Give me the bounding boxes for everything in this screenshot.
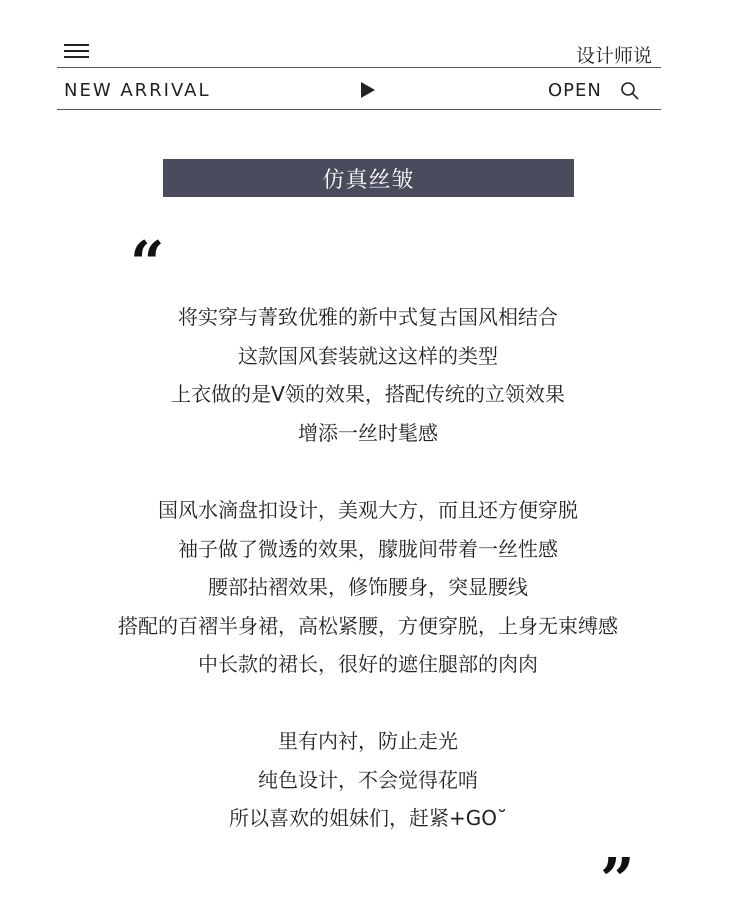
quote-line: 上衣做的是V领的效果，搭配传统的立领效果 [171, 382, 565, 406]
search-icon[interactable] [620, 81, 640, 101]
quote-paragraph-2 [0, 491, 736, 684]
quote-line: 增添一丝时髦感 [298, 420, 438, 445]
quote-line: 腰部拈褶效果，修饰腰身，突显腰线 [208, 575, 528, 599]
new-arrival-link[interactable]: NEW ARRIVAL [64, 80, 211, 101]
play-icon[interactable] [361, 82, 375, 98]
quote-line: 将实穿与菁致优雅的新中式复古国风相结合 [178, 305, 558, 329]
menu-bar [64, 56, 89, 58]
header-divider-bottom [57, 109, 661, 110]
quote-line: 里有内衬，防止走光 [278, 729, 458, 753]
quote-line: 搭配的百褶半身裙，高松紧腰，方便穿脱，上身无束缚感 [118, 613, 618, 638]
open-link[interactable]: OPEN [548, 80, 602, 101]
quote-line: 这款国风套装就这这样的类型 [238, 343, 498, 368]
brand-name: 设计师说 [575, 45, 652, 67]
close-quote-mark: ” [600, 846, 635, 916]
menu-bar [64, 44, 89, 46]
open-quote-mark: “ [130, 229, 165, 299]
quote-paragraph-1 [0, 298, 736, 452]
section-title-text: 仿真丝皱 [322, 167, 415, 193]
quote-line: 袖子做了微透的效果，朦胧间带着一丝性感 [178, 536, 558, 561]
quote-line: 纯色设计，不会觉得花哨 [258, 767, 478, 792]
quote-line: 中长款的裙长，很好的遮住腿部的肉肉 [198, 652, 538, 676]
section-title [163, 159, 574, 197]
header-divider-top [57, 67, 661, 68]
hamburger-menu-icon[interactable] [64, 44, 89, 58]
menu-bar [64, 50, 89, 52]
quote-line: 所以喜欢的姐妹们，赶紧+GO˘ [229, 806, 507, 830]
quote-paragraph-3 [0, 722, 736, 838]
quote-line: 国风水滴盘扣设计，美观大方，而且还方便穿脱 [158, 498, 578, 522]
